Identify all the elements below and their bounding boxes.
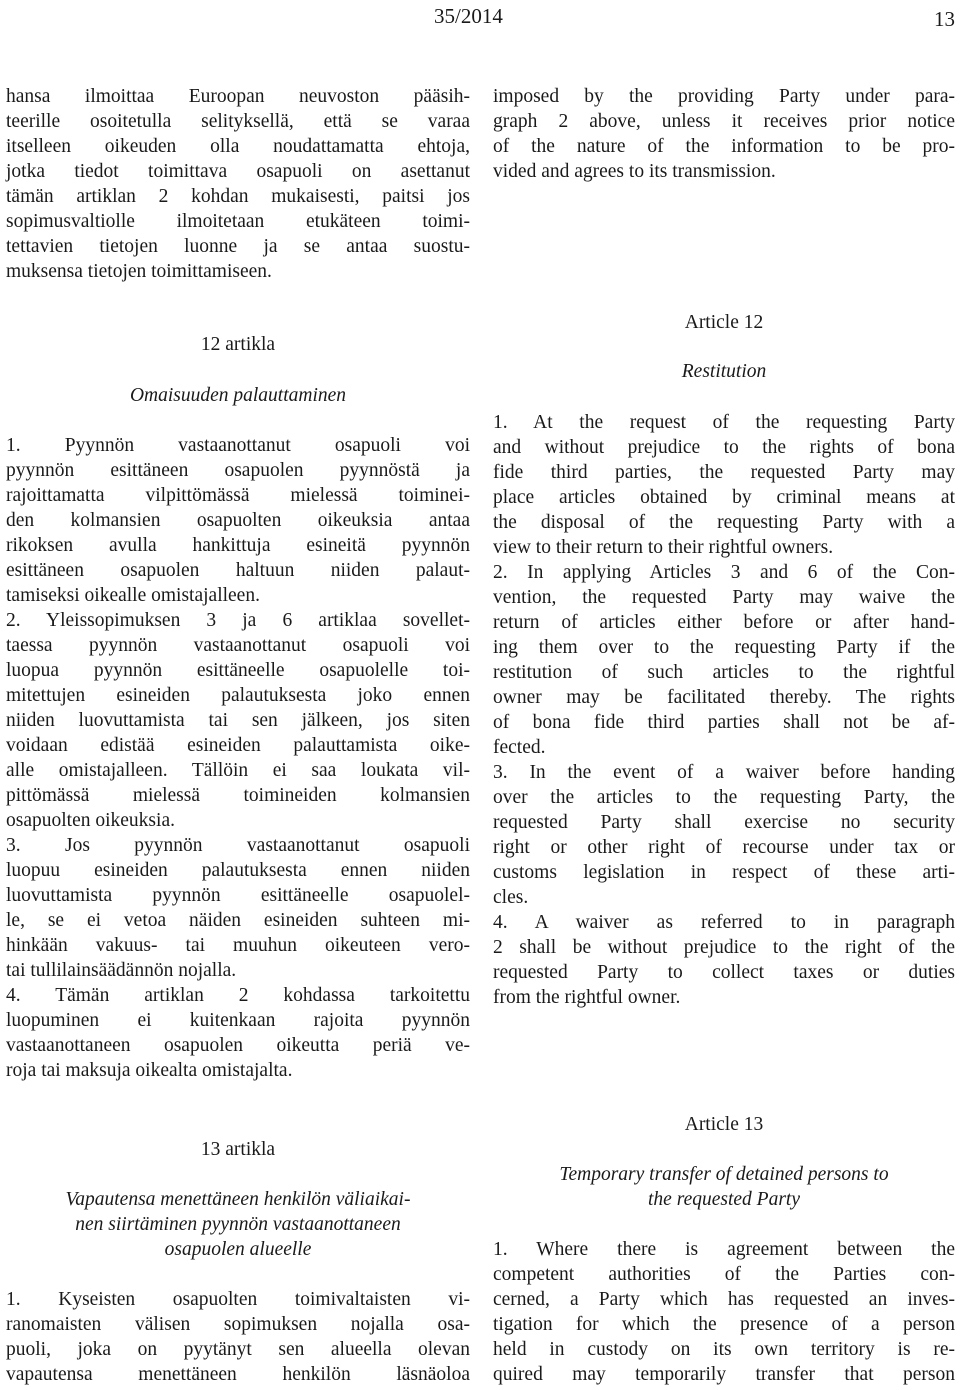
text-line: competent authorities of the Parties con-	[493, 1264, 955, 1285]
text-line: esittäneen osapuolen haltuun niiden palaut-	[6, 560, 470, 581]
text-line: imposed by the providing Party under para-	[493, 86, 955, 107]
text-line: view to their return to their rightful owners.	[493, 537, 834, 558]
text-line: tettavien tietojen luonne ja se antaa suostu-	[6, 236, 470, 257]
text-line: the disposal of the requesting Party with a	[493, 512, 955, 533]
text-line: sopimusvaltiolle ilmoitetaan etukäteen toimi-	[6, 211, 470, 232]
text-line: held in custody on its own territory is re-	[493, 1339, 955, 1360]
text-line: osapuolten oikeuksia.	[6, 810, 175, 831]
text-line: ing them over to the requesting Party if the	[493, 637, 955, 658]
text-line: roja tai maksuja oikealta omistajalta.	[6, 1060, 293, 1081]
text-line: vastaanottaneen osapuolen oikeutta periä ve-	[6, 1035, 470, 1056]
text-line: ranomaisten välisen sopimuksen nojalla osa-	[6, 1314, 470, 1335]
text-line: requested Party to collect taxes or duties	[493, 962, 955, 983]
text-line: over the articles to the requesting Party, the	[493, 787, 955, 808]
text-line: muksensa tietojen toimittamiseen.	[6, 261, 272, 282]
article-heading: Article 12	[684, 312, 764, 333]
text-line: vided and agrees to its transmission.	[493, 161, 776, 182]
text-line: 1. Where there is agreement between the	[493, 1239, 955, 1260]
text-line: 2 shall be without prejudice to the right of the	[493, 937, 955, 958]
text-line: cles.	[493, 887, 529, 908]
text-line: rikoksen avulla hankittuja esineitä pyynnön	[6, 535, 470, 556]
article-title: osapuolen alueelle	[164, 1239, 312, 1260]
text-line: of bona fide third parties shall not be af-	[493, 712, 955, 733]
text-line: mitettujen esineiden palautuksesta joko ennen	[6, 685, 470, 706]
text-line: fide third parties, the requested Party may	[493, 462, 955, 483]
text-line: owner may be facilitated thereby. The rights	[493, 687, 955, 708]
text-line: 4. Tämän artiklan 2 kohdassa tarkoitettu	[6, 985, 470, 1006]
text-line: and without prejudice to the rights of bona	[493, 437, 955, 458]
text-line: den kolmansien osapuolten oikeuksia antaa	[6, 510, 470, 531]
article-heading: Article 13	[684, 1114, 764, 1135]
text-line: place articles obtained by criminal means at	[493, 487, 955, 508]
article-title: Temporary transfer of detained persons to	[559, 1164, 889, 1185]
page-number: 13	[934, 7, 955, 31]
text-line: from the rightful owner.	[493, 987, 681, 1008]
article-title: the requested Party	[648, 1189, 800, 1210]
text-line: pittömässä mielessä toimineiden kolmansien	[6, 785, 470, 806]
text-line: 4. A waiver as referred to in paragraph	[493, 912, 955, 933]
text-line: tai tullilainsäädännön nojalla.	[6, 960, 237, 981]
text-line: hinkään vakuus- tai muuhun oikeuteen vero-	[6, 935, 470, 956]
text-line: itselleen oikeuden olla noudattamatta ehtoja,	[6, 136, 470, 157]
text-line: right or other right of recourse under tax or	[493, 837, 955, 858]
text-line: jotka tiedot toimittava osapuoli on asettanut	[6, 161, 470, 182]
text-line: luovuttamista pyynnön esittäneelle osapuolel-	[6, 885, 470, 906]
article-title: Restitution	[681, 361, 767, 382]
text-line: tämän artiklan 2 kohdan mukaisesti, paitsi jos	[6, 186, 470, 207]
text-line: vapautensa menettäneen henkilön läsnäoloa	[6, 1364, 470, 1385]
text-line: cerned, a Party which has requested an inves-	[493, 1289, 955, 1310]
text-line: alle omistajalleen. Tällöin ei saa loukata vil-	[6, 760, 470, 781]
article-title: Vapautensa menettäneen henkilön väliaikai-	[65, 1189, 411, 1210]
text-line: of the nature of the information to be pro-	[493, 136, 955, 157]
text-line: tamiseksi oikealle omistajalleen.	[6, 585, 260, 606]
text-line: requested Party shall exercise no security	[493, 812, 955, 833]
article-heading: 13 artikla	[200, 1139, 276, 1160]
text-line: luopuu esineiden palautuksesta ennen niiden	[6, 860, 470, 881]
text-line: taessa pyynnön vastaanottanut osapuoli voi	[6, 635, 470, 656]
article-heading: 12 artikla	[200, 334, 276, 355]
issue-number: 35/2014	[434, 4, 503, 28]
article-title: nen siirtäminen pyynnön vastaanottaneen	[75, 1214, 401, 1235]
text-line: vention, the requested Party may waive the	[493, 587, 955, 608]
text-line: luopua pyynnön esittäneelle osapuolelle toi-	[6, 660, 470, 681]
text-line: quired may temporarily transfer that person	[493, 1364, 955, 1385]
text-line: 3. In the event of a waiver before handing	[493, 762, 955, 783]
text-line: 1. Pyynnön vastaanottanut osapuoli voi	[6, 435, 470, 456]
text-line: puoli, joka on pyytänyt sen alueella olevan	[6, 1339, 470, 1360]
text-line: 1. Kyseisten osapuolten toimivaltaisten vi-	[6, 1289, 470, 1310]
text-line: graph 2 above, unless it receives prior notice	[493, 111, 955, 132]
text-line: hansa ilmoittaa Euroopan neuvoston pääsih-	[6, 86, 470, 107]
text-line: 2. Yleissopimuksen 3 ja 6 artiklaa sovellet-	[6, 610, 470, 631]
text-line: rajoittamatta vilpittömässä mielessä toiminei-	[6, 485, 470, 506]
text-line: voidaan edistää esineiden palauttamista oike-	[6, 735, 470, 756]
text-line: niiden luovuttamista tai sen jälkeen, jos siten	[6, 710, 470, 731]
text-line: return of articles either before or after hand-	[493, 612, 955, 633]
article-title: Omaisuuden palauttaminen	[129, 385, 347, 406]
text-line: 1. At the request of the requesting Party	[493, 412, 955, 433]
text-line: 3. Jos pyynnön vastaanottanut osapuoli	[6, 835, 470, 856]
text-line: fected.	[493, 737, 546, 758]
text-line: pyynnön esittäneen osapuolen pyynnöstä ja	[6, 460, 470, 481]
text-line: restitution of such articles to the rightful	[493, 662, 955, 683]
text-line: luopuminen ei kuitenkaan rajoita pyynnön	[6, 1010, 470, 1031]
text-line: tigation for which the presence of a person	[493, 1314, 955, 1335]
text-line: 2. In applying Articles 3 and 6 of the Con-	[493, 562, 955, 583]
text-line: customs legislation in respect of these arti-	[493, 862, 955, 883]
text-line: teerille osoitetulla selityksellä, että se varaa	[6, 111, 470, 132]
text-line: le, se ei vetoa näiden esineiden suhteen mi-	[6, 910, 470, 931]
